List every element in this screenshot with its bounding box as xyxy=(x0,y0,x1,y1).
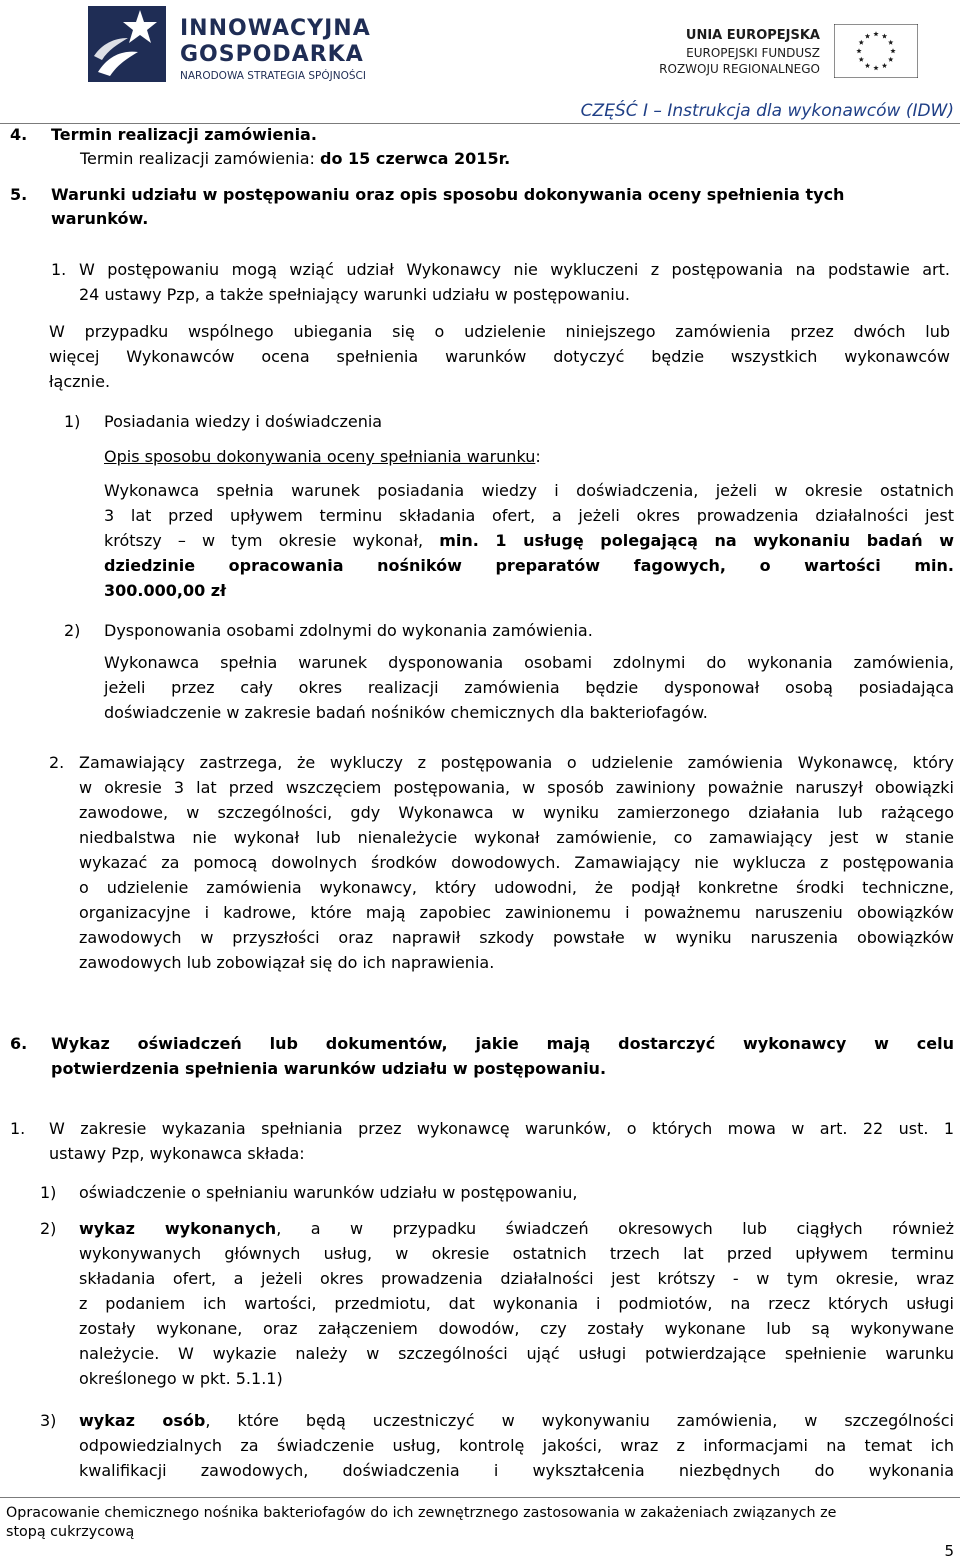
doc-item-3-line: odpowiedzialnych za świadczenie usług, kontrolę jakości, wraz z informacjami na temat ich xyxy=(79,1436,954,1455)
doc-item-2-line: z podaniem ich wartości, przedmiotu, dat wykonania i podmiotów, na rzecz których usługi xyxy=(79,1294,954,1313)
condition-1-line-3 xyxy=(104,528,954,553)
condition-1-assessment-heading xyxy=(104,444,541,469)
footer-line-2: stopą cukrzycową xyxy=(6,1524,135,1540)
s5-point-2-line: zawodowe, w szczególności, gdy Wykonawca w wyniku zamierzonego działania lub rażącego xyxy=(79,803,954,822)
doc-item-2-line: wykonywanych głównych usług, w okresie ostatnich trzech lat przed upływem terminu xyxy=(79,1244,954,1263)
section-6-title-line-1: Wykaz oświadczeń lub dokumentów, jakie mają dostarczyć wykonawcy w celu xyxy=(51,1034,954,1053)
condition-2-number: 2) xyxy=(64,621,81,640)
doc-item-2-line: należycie. W wykazie należy w szczególności ująć usługi potwierdzające spełnienie warunku xyxy=(79,1344,954,1363)
logo-line-2: GOSPODARKA xyxy=(180,42,364,67)
condition-1-number: 1) xyxy=(64,412,81,431)
s6-point-1-line-1: W zakresie wykazania spełniania przez wykonawcę warunków, o których mowa w art. 22 ust. 1 xyxy=(49,1119,954,1138)
footer-rule xyxy=(0,1497,960,1498)
s5-point-2-number: 2. xyxy=(49,753,65,772)
s5-point-1-number: 1. xyxy=(51,260,67,279)
doc-item-2-line xyxy=(79,1216,954,1241)
doc-item-2-rest: , a w przypadku świadczeń okresowych lub ciągłych również xyxy=(276,1219,955,1238)
condition-1-line-5: 300.000,00 zł xyxy=(104,581,227,600)
assessment-heading-label: Opis sposobu dokonywania oceny spełniania warunku xyxy=(104,447,536,466)
assessment-heading-colon: : xyxy=(535,447,541,466)
s5-point-2-line: zawodowych w przyszłości oraz naprawił szkody powstałe w wyniku naruszenia obowiązków xyxy=(79,928,954,947)
joint-bid-line-1: W przypadku wspólnego ubiegania się o udzielenie niniejszego zamówienia przez dwóch lub xyxy=(49,322,950,341)
star-emblem-icon xyxy=(88,6,166,82)
doc-item-1-text: oświadczenie o spełnianiu warunków udziału w postępowaniu, xyxy=(79,1183,578,1202)
page-number: 5 xyxy=(944,1542,954,1560)
doc-item-3-rest: , które będą uczestniczyć w wykonywaniu zamówienia, w szczególności xyxy=(205,1411,954,1430)
s6-point-1-number: 1. xyxy=(10,1119,26,1138)
doc-item-2-line: określonego w pkt. 5.1.1) xyxy=(79,1369,283,1388)
doc-item-2-bold: wykaz wykonanych xyxy=(79,1219,277,1238)
s6-point-1-line-2: ustawy Pzp, wykonawca składa: xyxy=(49,1144,305,1163)
condition-1-line-1: Wykonawca spełnia warunek posiadania wiedzy i doświadczenia, jeżeli w okresie ostatnich xyxy=(104,481,954,500)
s5-point-2-line: Zamawiający zastrzega, że wykluczy z postępowania o udzielenie zamówienia Wykonawcę, który xyxy=(79,753,954,772)
section-5-title-line-1: Warunki udziału w postępowaniu oraz opis sposobu dokonywania oceny spełnienia tych xyxy=(51,185,845,204)
footer-line-1: Opracowanie chemicznego nośnika bakteriofagów do ich zewnętrznego zastosowania w zakażeniach związanych ze xyxy=(6,1505,837,1521)
section-4-text-lead: Termin realizacji zamówienia: xyxy=(80,149,321,168)
logo-line-3: NARODOWA STRATEGIA SPÓJNOŚCI xyxy=(180,70,366,82)
section-5-number: 5. xyxy=(10,185,28,204)
eu-line-3: ROZWOJU REGIONALNEGO xyxy=(659,62,820,76)
section-4-title: Termin realizacji zamówienia. xyxy=(51,125,317,144)
section-6-number: 6. xyxy=(10,1034,28,1053)
s5-point-2-line: wykazać za pomocą dowolnych środków dowodowych. Zamawiający nie wyklucza z postępowania xyxy=(79,853,954,872)
condition-1-title: Posiadania wiedzy i doświadczenia xyxy=(104,412,383,431)
doc-item-3-bold: wykaz osób xyxy=(79,1411,206,1430)
condition-2-line-3: doświadczenie w zakresie badań nośników chemicznych dla bakteriofagów. xyxy=(104,703,708,722)
joint-bid-line-2: więcej Wykonawców ocena spełnienia warunków dotyczyć będzie wszystkich wykonawców xyxy=(49,347,950,366)
innowacyjna-gospodarka-logo xyxy=(88,6,378,82)
eu-line-1: UNIA EUROPEJSKA xyxy=(685,28,820,43)
condition-1-line-4: dziedzinie opracowania nośników preparatów fagowych, o wartości min. xyxy=(104,556,954,575)
doc-item-1-number: 1) xyxy=(40,1183,57,1202)
doc-item-2-number: 2) xyxy=(40,1219,57,1238)
s5-point-2-line: niedbalstwa nie wykonał lub nienależycie wykonał zamówienie, co zamawiający jest w stanie xyxy=(79,828,954,847)
eu-logo xyxy=(640,24,950,84)
eu-line-2: EUROPEJSKI FUNDUSZ xyxy=(686,46,820,60)
s5-point-2-line: w okresie 3 lat przed wszczęciem postępowania, w sposób zawiniony poważnie naruszył obowiązki xyxy=(79,778,954,797)
logo-line-1: INNOWACYJNA xyxy=(180,16,371,41)
section-5-title-line-2: warunków. xyxy=(51,209,149,228)
section-4-text xyxy=(80,146,510,171)
s5-point-1-line-2: 24 ustawy Pzp, a także spełniający warunki udziału w postępowaniu. xyxy=(79,285,630,304)
condition-2-line-1: Wykonawca spełnia warunek dysponowania osobami zdolnymi do wykonania zamówienia, xyxy=(104,653,954,672)
s5-point-2-text xyxy=(79,750,954,975)
condition-1-line-2: 3 lat przed upływem terminu składania ofert, a jeżeli okres prowadzenia działalności jest xyxy=(104,506,954,525)
condition-2-title: Dysponowania osobami zdolnymi do wykonania zamówienia. xyxy=(104,621,593,640)
doc-item-3-text xyxy=(79,1408,954,1483)
s5-point-2-line: organizacyjne i kadrowe, które mają zapobiec zawinionemu i poważnemu naruszeniu obowiązków xyxy=(79,903,954,922)
doc-item-2-text xyxy=(79,1216,954,1391)
eu-flag-icon xyxy=(834,24,918,78)
doc-item-3-line xyxy=(79,1408,954,1433)
s5-point-1-line-1: W postępowaniu mogą wziąć udział Wykonawcy nie wykluczeni z postępowania na podstawie art. xyxy=(79,260,950,279)
section-4-deadline: do 15 czerwca 2015r. xyxy=(320,149,511,168)
condition-1-line-3-lead: krótszy – w tym okresie wykonał, xyxy=(104,531,440,550)
condition-1-line-3-bold: min. 1 usługę polegającą na wykonaniu badań w xyxy=(439,531,954,550)
doc-item-3-line: kwalifikacji zawodowych, doświadczenia i wykształcenia niezbędnych do wykonania xyxy=(79,1461,954,1480)
s5-point-2-line: o udzielenie zamówienia wykonawcy, który udowodni, że podjął konkretne środki techniczne, xyxy=(79,878,954,897)
s5-point-2-line: zawodowych lub zobowiązał się do ich naprawienia. xyxy=(79,953,495,972)
joint-bid-line-3: łącznie. xyxy=(49,372,111,391)
section-6-title-line-2: potwierdzenia spełnienia warunków udziału w postępowaniu. xyxy=(51,1059,607,1078)
document-part-title: CZĘŚĆ I – Instrukcja dla wykonawców (IDW) xyxy=(580,101,954,121)
doc-item-2-line: składania ofert, a jeżeli okres prowadzenia działalności jest krótszy - w tym okresie, wraz xyxy=(79,1269,954,1288)
doc-item-3-number: 3) xyxy=(40,1411,57,1430)
section-4-number: 4. xyxy=(10,125,28,144)
condition-2-line-2: jeżeli przez cały okres realizacji zamówienia będzie dysponował osobą posiadająca xyxy=(104,678,954,697)
doc-item-2-line: zostały wykonane, oraz załączeniem dowodów, czy zostały wykonane lub są wykonywane xyxy=(79,1319,954,1338)
